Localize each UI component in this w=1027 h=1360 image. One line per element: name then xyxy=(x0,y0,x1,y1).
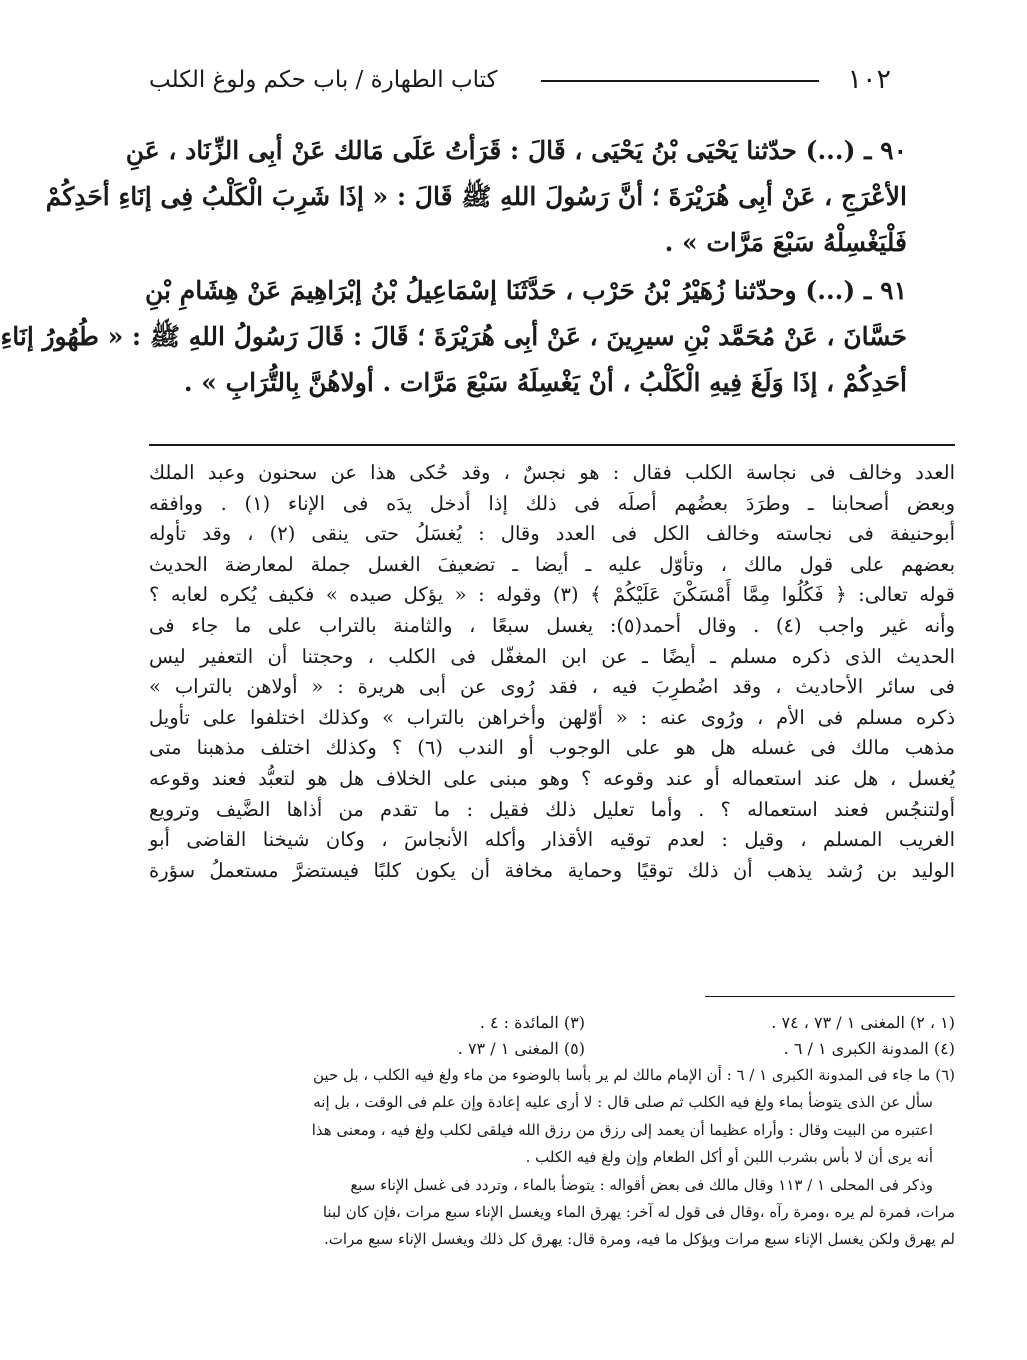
header-rule xyxy=(541,80,819,82)
footnote-6-line: أنه يرى أن لا بأس بشرب اللبن أو أكل الطعام وإن ولغ فيه الكلب . xyxy=(525,1148,933,1167)
commentary-line: وبعض أصحابنا ـ وطرَدَ بعضُهم أصلَه فى ذلك إذا أدخل يدَه فى الإناء (١) . ووافقه xyxy=(149,491,955,515)
footnote-ref: (٣) المائدة : ٤ . xyxy=(479,1013,585,1032)
footnote-6-line: مرات، فمرة لم يره ،ومرة رآه ،وقال فى قول له آخر: يهرق الماء ويغسل الإناء سبع مرات ،فإن كان لبنا xyxy=(322,1202,955,1221)
hadith-91-line: ٩١ ـ (...) وحدّثنا زُهَيْرُ بْنُ حَرْب ، حَدَّثَنَا إسْمَاعِيلُ بْنُ إبْرَاهِيمَ عَنْ هِشَامِ بْنِ xyxy=(145,276,907,305)
footnote-6-line: لم يهرق ولكن يغسل الإناء سبع مرات ويؤكل ما فيه، ومرة قال: يهرق كل ذلك ويغسل الإناء سبع مرات. xyxy=(324,1230,955,1249)
footnote-6-line: اعتبره من البيت وقال : وأراه عظيما أن يعمد إلى رزق من رزق الله فيلقى لكلب ولغ فيه ، ومعنى هذا xyxy=(311,1120,933,1139)
hadith-90-line: ٩٠ ـ (...) حدّثنا يَحْيَى بْنُ يَحْيَى ، قَالَ : قَرَأتُ عَلَى مَالك عَنْ أبِى الزِّنَاد ، عَنِ xyxy=(125,136,907,165)
commentary-line: قوله تعالى: ﴿ فَكُلُوا مِمَّا أَمْسَكْنَ عَلَيْكُمْ ﴾ (٣) وقوله : « يؤكل صيده » فكيف يُكره لعابه ؟ xyxy=(149,583,955,607)
hadith-91-line: أحَدِكُمْ ، إذَا وَلَغَ فِيهِ الْكَلْبُ ، أنْ يَغْسِلَهُ سَبْعَ مَرَّات . أولاهُنَّ بِالتُّرَابِ » . xyxy=(183,368,907,397)
hadith-90-line: فَلْيَغْسِلْهُ سَبْعَ مَرَّات » . xyxy=(664,228,907,257)
footnote-6-line: وذكر فى المحلى ١ / ١١٣ وقال مالك فى بعض أقواله : يتوضأ بالماء ، وتردد فى غسل الإناء سبع xyxy=(350,1175,933,1194)
footnote-row xyxy=(149,1036,955,1062)
commentary-line: الغريب المسلم ، وقيل : لعدم توقيه الأقذار وأكله الأنجاسَ ، وكان شيخنا القاضى أبو xyxy=(149,828,955,852)
commentary-line: العدد وخالف فى نجاسة الكلب فقال : هو نجسٌ ، وقد حُكى هذا عن سحنون وعبد الملك xyxy=(149,461,955,484)
commentary-line: فى سائر الأحاديث ، وقد اضُطرِبَ فيه ، فقد رُوى عن أبى هريرة : « أولاهن بالتراب » xyxy=(149,675,955,699)
commentary-line: بعضهم على قول مالك ، وتأوّل عليه ـ أيضا ـ تضعيفَ الغسل جملة لمعارضة الحديث xyxy=(149,552,955,576)
commentary-line: وأنه غير واجب (٤) . وقال أحمد(٥): يغسل سبعًا ، والثامنة بالتراب على ما جاء فى xyxy=(149,613,956,637)
commentary-line: أبوحنيفة فى نجاسته وخالف الكل فى العدد وقال : يُغسَلُ حتى ينقى (٢) ، وقد تأوله xyxy=(149,522,955,546)
hadith-90 xyxy=(45,128,907,266)
footnote-row xyxy=(149,1010,955,1036)
footnote-ref: (١ ، ٢) المغنى ١ / ٧٣ ، ٧٤ . xyxy=(771,1013,955,1032)
running-title: كتاب الطهارة / باب حكم ولوغ الكلب xyxy=(149,67,498,93)
commentary-line: يُغسل ، هل عند استعماله أو عند وقوعه ؟ وهو مبنى على الخلاف هل هو لتعبُّد فعند وقوعه xyxy=(149,766,955,790)
commentary-line: ذكره مسلم فى الأم ، ورُوى عنه : « أوّلهن وأخراهن بالتراب » وكذلك اختلفوا على تأويل xyxy=(149,705,955,729)
running-header xyxy=(149,62,891,102)
footnote-6-line: (٦) ما جاء فى المدونة الكبرى ١ / ٦ : أن الإمام مالك لم ير بأسا بالوضوء من ماء ولغ فيه الكلب ، بل حين xyxy=(313,1066,955,1084)
commentary-line: الوليد بن رُشد يذهب أن ذلك توقيًا وحماية مخافة أن يكون كلبًا فيستضرَّ مستعملُ سؤرة xyxy=(149,858,955,882)
footnote-ref: (٥) المغنى ١ / ٧٣ . xyxy=(457,1039,585,1058)
hadith-90-line: الأعْرَجِ ، عَنْ أبِى هُرَيْرَةَ ؛ أنَّ رَسُولَ اللهِ ﷺ قَالَ : « إذَا شَرِبَ الْكَلْبُ فِى إنَاءِ أحَدِكُمْ xyxy=(45,182,907,211)
hadith-91 xyxy=(0,268,907,406)
main-divider xyxy=(149,444,955,446)
hadith-91-line: حَسَّانَ ، عَنْ مُحَمَّد بْنِ سيرِينَ ، عَنْ أبِى هُرَيْرَةَ ؛ قَالَ : قَالَ رَسُولُ اللهِ ﷺ : « طُهُورُ إنَاءِ xyxy=(0,322,907,351)
footnotes xyxy=(149,1010,955,1254)
footnote-6-line: سأل عن الذى يتوضأ بماء ولغ فيه الكلب ثم صلى قال : لا أرى عليه إعادة وإن علم فى الوقت ، بل إنه xyxy=(313,1093,933,1112)
commentary-line: مذهب مالك فى غسله هل هو على الوجوب أو الندب (٦) ؟ وكذلك اختلف مذهبنا متى xyxy=(149,736,955,760)
commentary-text xyxy=(149,458,955,886)
commentary-line: أولتنجُس فعند استعماله ؟ . وأما تعليل ذلك فقيل : ما تقدم من أذاها الضَّيف وترويع xyxy=(149,797,955,821)
footnote-ref: (٤) المدونة الكبرى ١ / ٦ . xyxy=(783,1039,955,1058)
page-number: ١٠٢ xyxy=(847,64,891,95)
footnote-divider xyxy=(705,996,955,997)
commentary-line: الحديث الذى ذكره مسلم ـ أيضًا ـ عن ابن المغفّل فى الكلب ، وحجتنا أن التعفير ليس xyxy=(149,644,955,668)
